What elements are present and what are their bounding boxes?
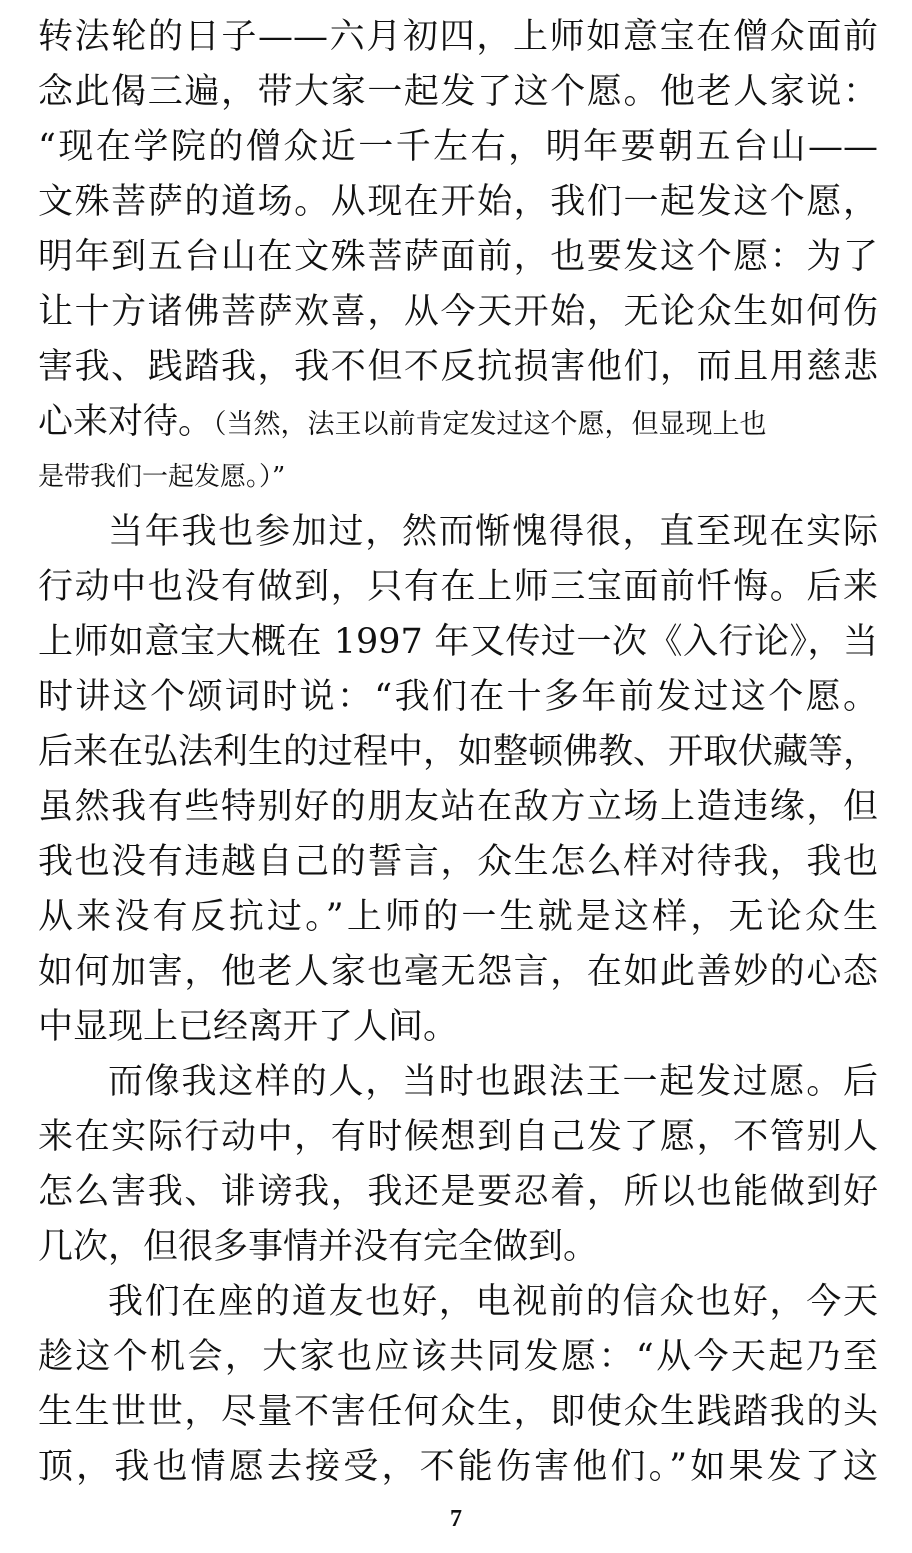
text-line: 害我、践踏我，我不但不反抗损害他们，而且用慈悲 xyxy=(38,347,878,387)
text-line: 转法轮的日子——六月初四，上师如意宝在僧众面前 xyxy=(38,17,878,57)
text-line: 顶，我也情愿去接受，不能伤害他们。”如果发了这 xyxy=(38,1447,878,1487)
note-line: 是带我们一起发愿。）” xyxy=(38,462,286,492)
text-line: 上师如意宝大概在 1997 年又传过一次《入行论》，当 xyxy=(38,622,878,662)
page-number: 7 xyxy=(450,1506,462,1532)
text-line: 让十方诸佛菩萨欢喜，从今天开始，无论众生如何伤 xyxy=(38,292,878,332)
text-line: 几次，但很多事情并没有完全做到。 xyxy=(38,1227,599,1267)
text-line: 文殊菩萨的道场。从现在开始，我们一起发这个愿， xyxy=(38,182,878,222)
text-line: 时讲这个颂词时说：“我们在十多年前发过这个愿。 xyxy=(38,677,878,717)
text-line: 虽然我有些特别好的朋友站在敌方立场上造违缘，但 xyxy=(38,787,878,827)
text-line: 中显现上已经离开了人间。 xyxy=(38,1007,459,1047)
page-body xyxy=(38,10,878,1495)
text-line: 明年到五台山在文殊菩萨面前，也要发这个愿：为了 xyxy=(38,237,878,277)
text-line: 念此偈三遍，带大家一起发了这个愿。他老人家说： xyxy=(38,72,878,112)
text-line: 后来在弘法利生的过程中，如整顿佛教、开取伏藏等， xyxy=(38,732,879,772)
text-line: “现在学院的僧众近一千左右，明年要朝五台山—— xyxy=(38,127,878,167)
paragraph-first-line: 当年我也参加过，然而惭愧得很，直至现在实际 xyxy=(108,512,878,552)
text-line: 如何加害，他老人家也毫无怨言，在如此善妙的心态 xyxy=(38,952,878,992)
paragraph-first-line: 我们在座的道友也好，电视前的信众也好，今天 xyxy=(108,1282,878,1322)
paragraph-first-line: 而像我这样的人，当时也跟法王一起发过愿。后 xyxy=(108,1062,878,1102)
text-line: 我也没有违越自己的誓言，众生怎么样对待我，我也 xyxy=(38,842,878,882)
text-line: 行动中也没有做到，只有在上师三宝面前忏悔。后来 xyxy=(38,567,878,607)
text-line: 趁这个机会，大家也应该共同发愿：“从今天起乃至 xyxy=(38,1337,878,1377)
note-run: （当然，法王以前肯定发过这个愿，但显现上也 xyxy=(213,409,767,440)
text-line: 从来没有反抗过。”上师的一生就是这样，无论众生 xyxy=(38,897,878,937)
text-line: 来在实际行动中，有时候想到自己发了愿，不管别人 xyxy=(38,1117,878,1157)
text-run: 心来对待。 xyxy=(38,402,214,442)
text-line xyxy=(38,395,878,450)
text-line: 生生世世，尽量不害任何众生，即使众生践踏我的头 xyxy=(38,1392,878,1432)
text-line: 怎么害我、诽谤我，我还是要忍着，所以也能做到好 xyxy=(38,1172,878,1212)
